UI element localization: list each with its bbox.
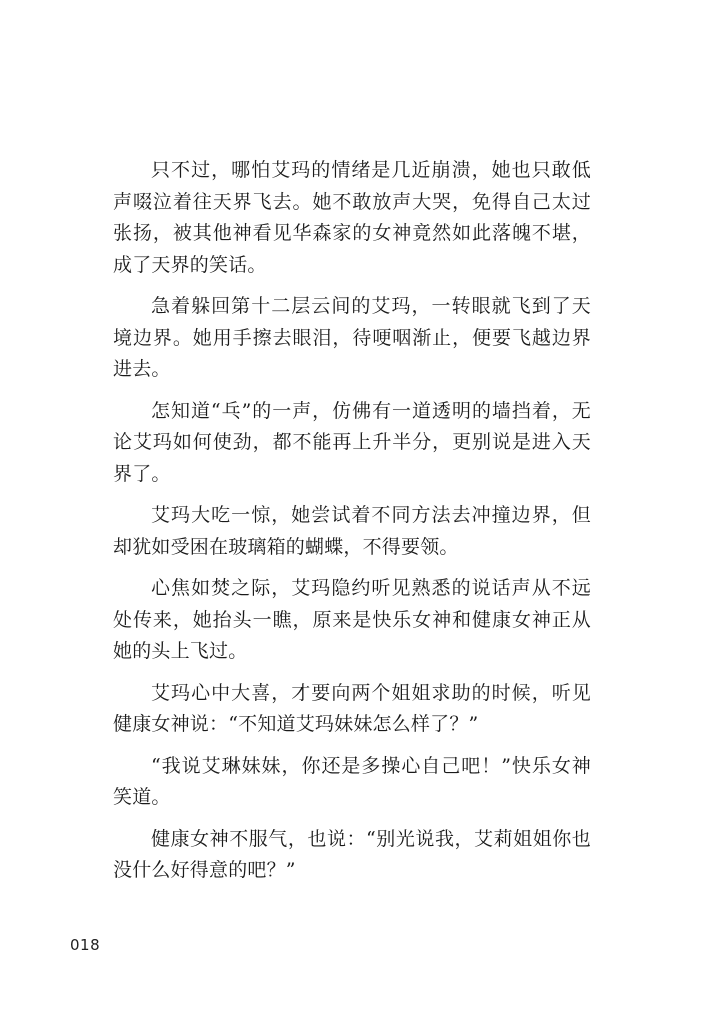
paragraph-5: 心焦如焚之际，艾玛隐约听见熟悉的说话声从不远处传来，她抬头一瞧，原来是快乐女神和健康女神正从她的头上飞过。 <box>113 577 591 662</box>
paragraph-7: “我说艾琳妹妹，你还是多操心自己吧！”快乐女神笑道。 <box>113 754 591 808</box>
paragraph-8: 健康女神不服气，也说：“别光说我，艾莉姐姐你也没什么好得意的吧？” <box>113 827 591 881</box>
paragraph-3: 怎知道“乓”的一声，仿佛有一道透明的墙挡着，无论艾玛如何使劲，都不能再上升半分，更别说是进入天界了。 <box>113 399 591 485</box>
paragraph-4: 艾玛大吃一惊，她尝试着不同方法去冲撞边界，但却犹如受困在玻璃箱的蝴蝶，不得要领。 <box>113 504 591 558</box>
paragraph-1: 只不过，哪怕艾玛的情绪是几近崩溃，她也只敢低声啜泣着往天界飞去。她不敢放声大哭，免得自己太过张扬，被其他神看见华森家的女神竟然如此落魄不堪，成了天界的笑话。 <box>113 159 591 276</box>
body-text <box>113 155 591 897</box>
paragraph-6: 艾玛心中大喜，才要向两个姐姐求助的时候，听见健康女神说：“不知道艾玛妹妹怎么样了？” <box>113 681 591 735</box>
page-number: 018 <box>70 936 101 954</box>
paragraph-2: 急着躲回第十二层云间的艾玛，一转眼就飞到了天境边界。她用手擦去眼泪，待哽咽渐止，便要飞越边界进去。 <box>113 295 591 380</box>
